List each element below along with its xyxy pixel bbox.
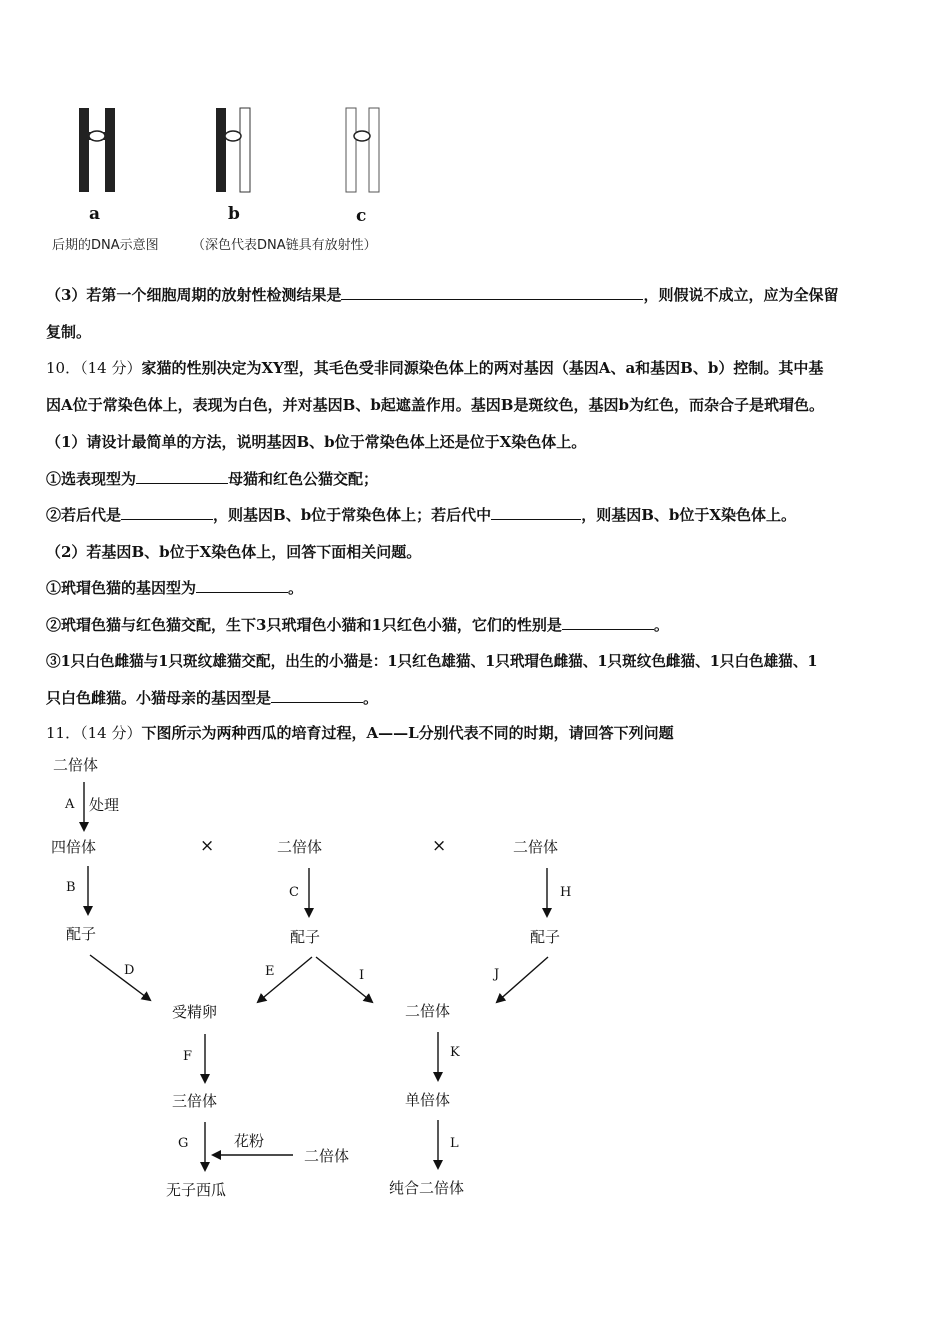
- item-text: ②玳瑁色猫与红色猫交配，生下3只玳瑁色小猫和1只红色小猫，它们的性别是: [46, 616, 562, 634]
- arrow-d: [90, 955, 150, 1000]
- node-haploid: 单倍体: [405, 1091, 451, 1109]
- q9-3-prefix: （3）若第一个细胞周期的放射性检测结果是: [46, 286, 342, 304]
- pollen-label: 花粉: [234, 1132, 265, 1150]
- stage-g: G: [178, 1136, 189, 1151]
- q10-part2: （2）若基因B、b位于X染色体上，回答下面相关问题。: [46, 543, 422, 561]
- stage-l: L: [450, 1136, 459, 1151]
- cross-symbol-left: ×: [200, 836, 215, 856]
- item-text: 。: [653, 616, 669, 634]
- node-diploid-center: 二倍体: [405, 1002, 451, 1020]
- stage-d: D: [124, 963, 135, 978]
- stage-b: B: [66, 880, 76, 895]
- item-text: ，则基因B、b位于常染色体上；若后代中: [213, 506, 492, 524]
- treat-label: 处理: [89, 796, 120, 814]
- node-triploid: 三倍体: [172, 1092, 218, 1110]
- question-number: 11．（14 分）: [46, 724, 142, 742]
- q10-part1: （1）请设计最简单的方法，说明基因B、b位于常染色体上还是位于X染色体上。: [46, 433, 587, 451]
- figure-caption-left: 后期的DNA示意图: [52, 238, 159, 253]
- stage-j: J: [494, 967, 500, 982]
- arrow-j: [497, 957, 548, 1002]
- q10-p2-item3-line1: ③1只白色雌猫与1只斑纹雄猫交配，出生的小猫是：1只红色雄猫、1只玳瑁色雌猫、1只斑纹色雌猫、1只白色雄猫、1: [46, 653, 818, 670]
- node-diploid-right: 二倍体: [513, 838, 559, 856]
- q11-text: 下图所示为两种西瓜的培育过程，A——L分别代表不同的时期，请回答下列问题: [141, 724, 674, 742]
- item-text: 母猫和红色公猫交配；: [228, 470, 379, 488]
- label-b: b: [228, 204, 240, 224]
- q9-3-suffix: ，则假说不成立，应为全保留: [643, 286, 839, 304]
- figure-caption-right: （深色代表DNA链具有放射性）: [192, 238, 377, 253]
- node-gamete-left: 配子: [66, 925, 97, 943]
- node-gamete-mid: 配子: [290, 928, 321, 946]
- stage-e: E: [265, 964, 275, 979]
- item-text: ，则基因B、b位于X染色体上。: [581, 506, 796, 524]
- node-diploid-mid: 二倍体: [277, 838, 323, 856]
- stage-k: K: [450, 1045, 460, 1060]
- label-c: c: [356, 206, 367, 226]
- q10-line2: 因A位于常染色体上，表现为白色，并对基因B、b起遮盖作用。基因B是斑纹色，基因b为红色，而杂合子是玳瑁色。: [46, 396, 824, 414]
- stage-f: F: [183, 1049, 193, 1064]
- stage-i: I: [359, 968, 365, 983]
- item-text: 。: [288, 579, 304, 597]
- item-text: 只白色雌猫。小猫母亲的基因型是: [46, 689, 272, 707]
- node-tetraploid: 四倍体: [51, 838, 97, 856]
- cross-symbol-right: ×: [432, 836, 447, 856]
- node-diploid-pollen: 二倍体: [304, 1147, 350, 1165]
- stage-a: A: [65, 797, 75, 812]
- item-text: ①玳瑁色猫的基因型为: [46, 579, 197, 597]
- q9-3-line2: 复制。: [46, 323, 92, 341]
- item-text: 。: [363, 689, 379, 707]
- item-text: ①选表现型为: [46, 470, 137, 488]
- q10-text-1: 家猫的性别决定为XY型，其毛色受非同源染色体上的两对基因（基因A、a和基因B、b）控制。其中基: [141, 359, 824, 377]
- label-a: a: [89, 204, 101, 224]
- stage-c: C: [289, 885, 299, 900]
- stage-h: H: [560, 885, 572, 900]
- node-gamete-right: 配子: [530, 928, 561, 946]
- question-number: 10．（14 分）: [46, 359, 142, 377]
- node-zygote: 受精卵: [172, 1003, 218, 1021]
- node-seedless-watermelon: 无子西瓜: [166, 1181, 227, 1199]
- item-text: ②若后代是: [46, 506, 122, 524]
- node-diploid-top: 二倍体: [53, 756, 99, 774]
- node-pure-diploid: 纯合二倍体: [389, 1179, 465, 1197]
